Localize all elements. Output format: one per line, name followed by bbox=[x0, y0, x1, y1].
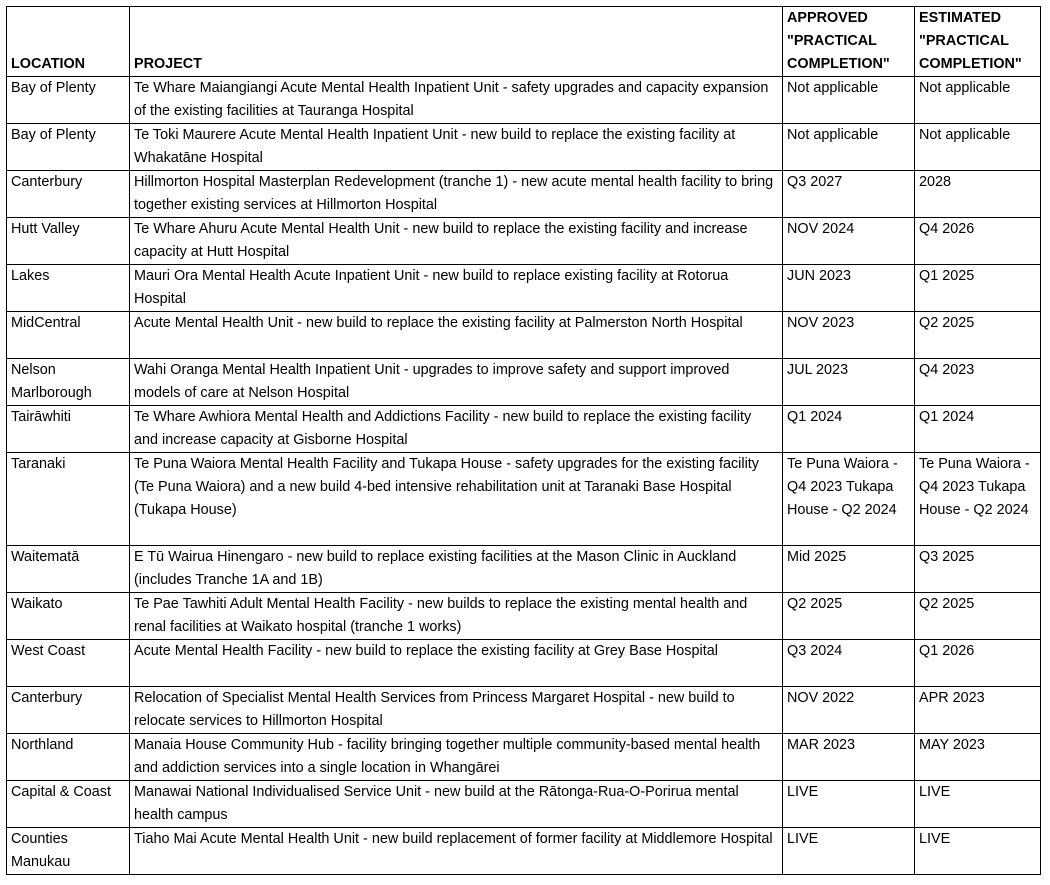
cell-location: Counties Manukau bbox=[7, 828, 130, 875]
cell-project: Tiaho Mai Acute Mental Health Unit - new build replacement of former facility at Middlemore Hospital bbox=[130, 828, 783, 875]
cell-estimated-completion: APR 2023 bbox=[915, 687, 1041, 734]
table-row bbox=[7, 734, 1041, 781]
table-row bbox=[7, 77, 1041, 124]
cell-project: Acute Mental Health Facility - new build to replace the existing facility at Grey Base Hospital bbox=[130, 640, 783, 687]
cell-estimated-completion: LIVE bbox=[915, 781, 1041, 828]
table-row bbox=[7, 171, 1041, 218]
cell-location: Northland bbox=[7, 734, 130, 781]
cell-approved-completion: Q3 2027 bbox=[783, 171, 915, 218]
cell-project: Te Whare Ahuru Acute Mental Health Unit - new build to replace the existing facility and increase capacity at Hutt Hospital bbox=[130, 218, 783, 265]
cell-location: Waitematā bbox=[7, 546, 130, 593]
cell-project: Manawai National Individualised Service Unit - new build at the Rātonga-Rua-O-Porirua mental health campus bbox=[130, 781, 783, 828]
cell-approved-completion: Not applicable bbox=[783, 124, 915, 171]
cell-estimated-completion: LIVE bbox=[915, 828, 1041, 875]
cell-project: Te Whare Maiangiangi Acute Mental Health Inpatient Unit - safety upgrades and capacity expansion of the existing facilities at Tauranga Hospital bbox=[130, 77, 783, 124]
cell-estimated-completion: Q2 2025 bbox=[915, 312, 1041, 359]
table-header-row bbox=[7, 7, 1041, 77]
cell-project: Wahi Oranga Mental Health Inpatient Unit - upgrades to improve safety and support improved models of care at Nelson Hospital bbox=[130, 359, 783, 406]
cell-project: Te Pae Tawhiti Adult Mental Health Facility - new builds to replace the existing mental health and renal facilities at Waikato hospital (tranche 1 works) bbox=[130, 593, 783, 640]
table-row bbox=[7, 781, 1041, 828]
table-row bbox=[7, 687, 1041, 734]
cell-approved-completion: NOV 2024 bbox=[783, 218, 915, 265]
projects-table bbox=[6, 6, 1041, 875]
cell-location: Canterbury bbox=[7, 171, 130, 218]
header-approved-completion: APPROVED "PRACTICAL COMPLETION" bbox=[783, 7, 915, 77]
cell-estimated-completion: Q1 2025 bbox=[915, 265, 1041, 312]
cell-project: Manaia House Community Hub - facility bringing together multiple community-based mental health and addiction services into a single location in Whangārei bbox=[130, 734, 783, 781]
cell-approved-completion: JUL 2023 bbox=[783, 359, 915, 406]
cell-project: Mauri Ora Mental Health Acute Inpatient Unit - new build to replace existing facility at Rotorua Hospital bbox=[130, 265, 783, 312]
projects-table-container bbox=[6, 6, 1041, 875]
table-row bbox=[7, 265, 1041, 312]
cell-estimated-completion: Q2 2025 bbox=[915, 593, 1041, 640]
cell-estimated-completion: 2028 bbox=[915, 171, 1041, 218]
cell-project: Acute Mental Health Unit - new build to replace the existing facility at Palmerston North Hospital bbox=[130, 312, 783, 359]
cell-approved-completion: Q2 2025 bbox=[783, 593, 915, 640]
table-row bbox=[7, 828, 1041, 875]
cell-project: Hillmorton Hospital Masterplan Redevelopment (tranche 1) - new acute mental health facility to bring together existing services at Hillmorton Hospital bbox=[130, 171, 783, 218]
table-row bbox=[7, 406, 1041, 453]
cell-estimated-completion: Q4 2023 bbox=[915, 359, 1041, 406]
cell-location: Canterbury bbox=[7, 687, 130, 734]
table-body bbox=[7, 77, 1041, 875]
table-row bbox=[7, 312, 1041, 359]
cell-approved-completion: LIVE bbox=[783, 781, 915, 828]
cell-approved-completion: LIVE bbox=[783, 828, 915, 875]
cell-project: Relocation of Specialist Mental Health Services from Princess Margaret Hospital - new build to relocate services to Hillmorton Hospital bbox=[130, 687, 783, 734]
cell-approved-completion: Q1 2024 bbox=[783, 406, 915, 453]
header-project: PROJECT bbox=[130, 7, 783, 77]
table-row bbox=[7, 640, 1041, 687]
table-row bbox=[7, 593, 1041, 640]
cell-location: Taranaki bbox=[7, 453, 130, 546]
cell-approved-completion: JUN 2023 bbox=[783, 265, 915, 312]
cell-location: Hutt Valley bbox=[7, 218, 130, 265]
cell-location: Tairāwhiti bbox=[7, 406, 130, 453]
cell-project: Te Whare Awhiora Mental Health and Addictions Facility - new build to replace the existing facility and increase capacity at Gisborne Hospital bbox=[130, 406, 783, 453]
cell-estimated-completion: Q1 2024 bbox=[915, 406, 1041, 453]
cell-location: Waikato bbox=[7, 593, 130, 640]
header-estimated-completion: ESTIMATED "PRACTICAL COMPLETION" bbox=[915, 7, 1041, 77]
table-row bbox=[7, 546, 1041, 593]
cell-estimated-completion: Not applicable bbox=[915, 124, 1041, 171]
cell-approved-completion: Te Puna Waiora - Q4 2023 Tukapa House - Q2 2024 bbox=[783, 453, 915, 546]
table-row bbox=[7, 218, 1041, 265]
cell-project: Te Toki Maurere Acute Mental Health Inpatient Unit - new build to replace the existing facility at Whakatāne Hospital bbox=[130, 124, 783, 171]
header-location: LOCATION bbox=[7, 7, 130, 77]
cell-location: West Coast bbox=[7, 640, 130, 687]
table-row bbox=[7, 124, 1041, 171]
cell-location: Bay of Plenty bbox=[7, 124, 130, 171]
cell-approved-completion: Not applicable bbox=[783, 77, 915, 124]
table-row bbox=[7, 453, 1041, 546]
cell-approved-completion: NOV 2022 bbox=[783, 687, 915, 734]
cell-approved-completion: NOV 2023 bbox=[783, 312, 915, 359]
cell-estimated-completion: Q4 2026 bbox=[915, 218, 1041, 265]
cell-project: Te Puna Waiora Mental Health Facility and Tukapa House - safety upgrades for the existing facility (Te Puna Waiora) and a new build 4-bed intensive rehabilitation unit at Taranaki Base Hospital (Tukapa House) bbox=[130, 453, 783, 546]
cell-approved-completion: MAR 2023 bbox=[783, 734, 915, 781]
cell-approved-completion: Q3 2024 bbox=[783, 640, 915, 687]
table-row bbox=[7, 359, 1041, 406]
cell-approved-completion: Mid 2025 bbox=[783, 546, 915, 593]
cell-estimated-completion: Te Puna Waiora - Q4 2023 Tukapa House - Q2 2024 bbox=[915, 453, 1041, 546]
cell-location: Lakes bbox=[7, 265, 130, 312]
cell-location: Bay of Plenty bbox=[7, 77, 130, 124]
cell-estimated-completion: Q1 2026 bbox=[915, 640, 1041, 687]
cell-estimated-completion: MAY 2023 bbox=[915, 734, 1041, 781]
cell-estimated-completion: Not applicable bbox=[915, 77, 1041, 124]
cell-location: Nelson Marlborough bbox=[7, 359, 130, 406]
cell-estimated-completion: Q3 2025 bbox=[915, 546, 1041, 593]
cell-location: MidCentral bbox=[7, 312, 130, 359]
cell-location: Capital & Coast bbox=[7, 781, 130, 828]
cell-project: E Tū Wairua Hinengaro - new build to replace existing facilities at the Mason Clinic in Auckland (includes Tranche 1A and 1B) bbox=[130, 546, 783, 593]
